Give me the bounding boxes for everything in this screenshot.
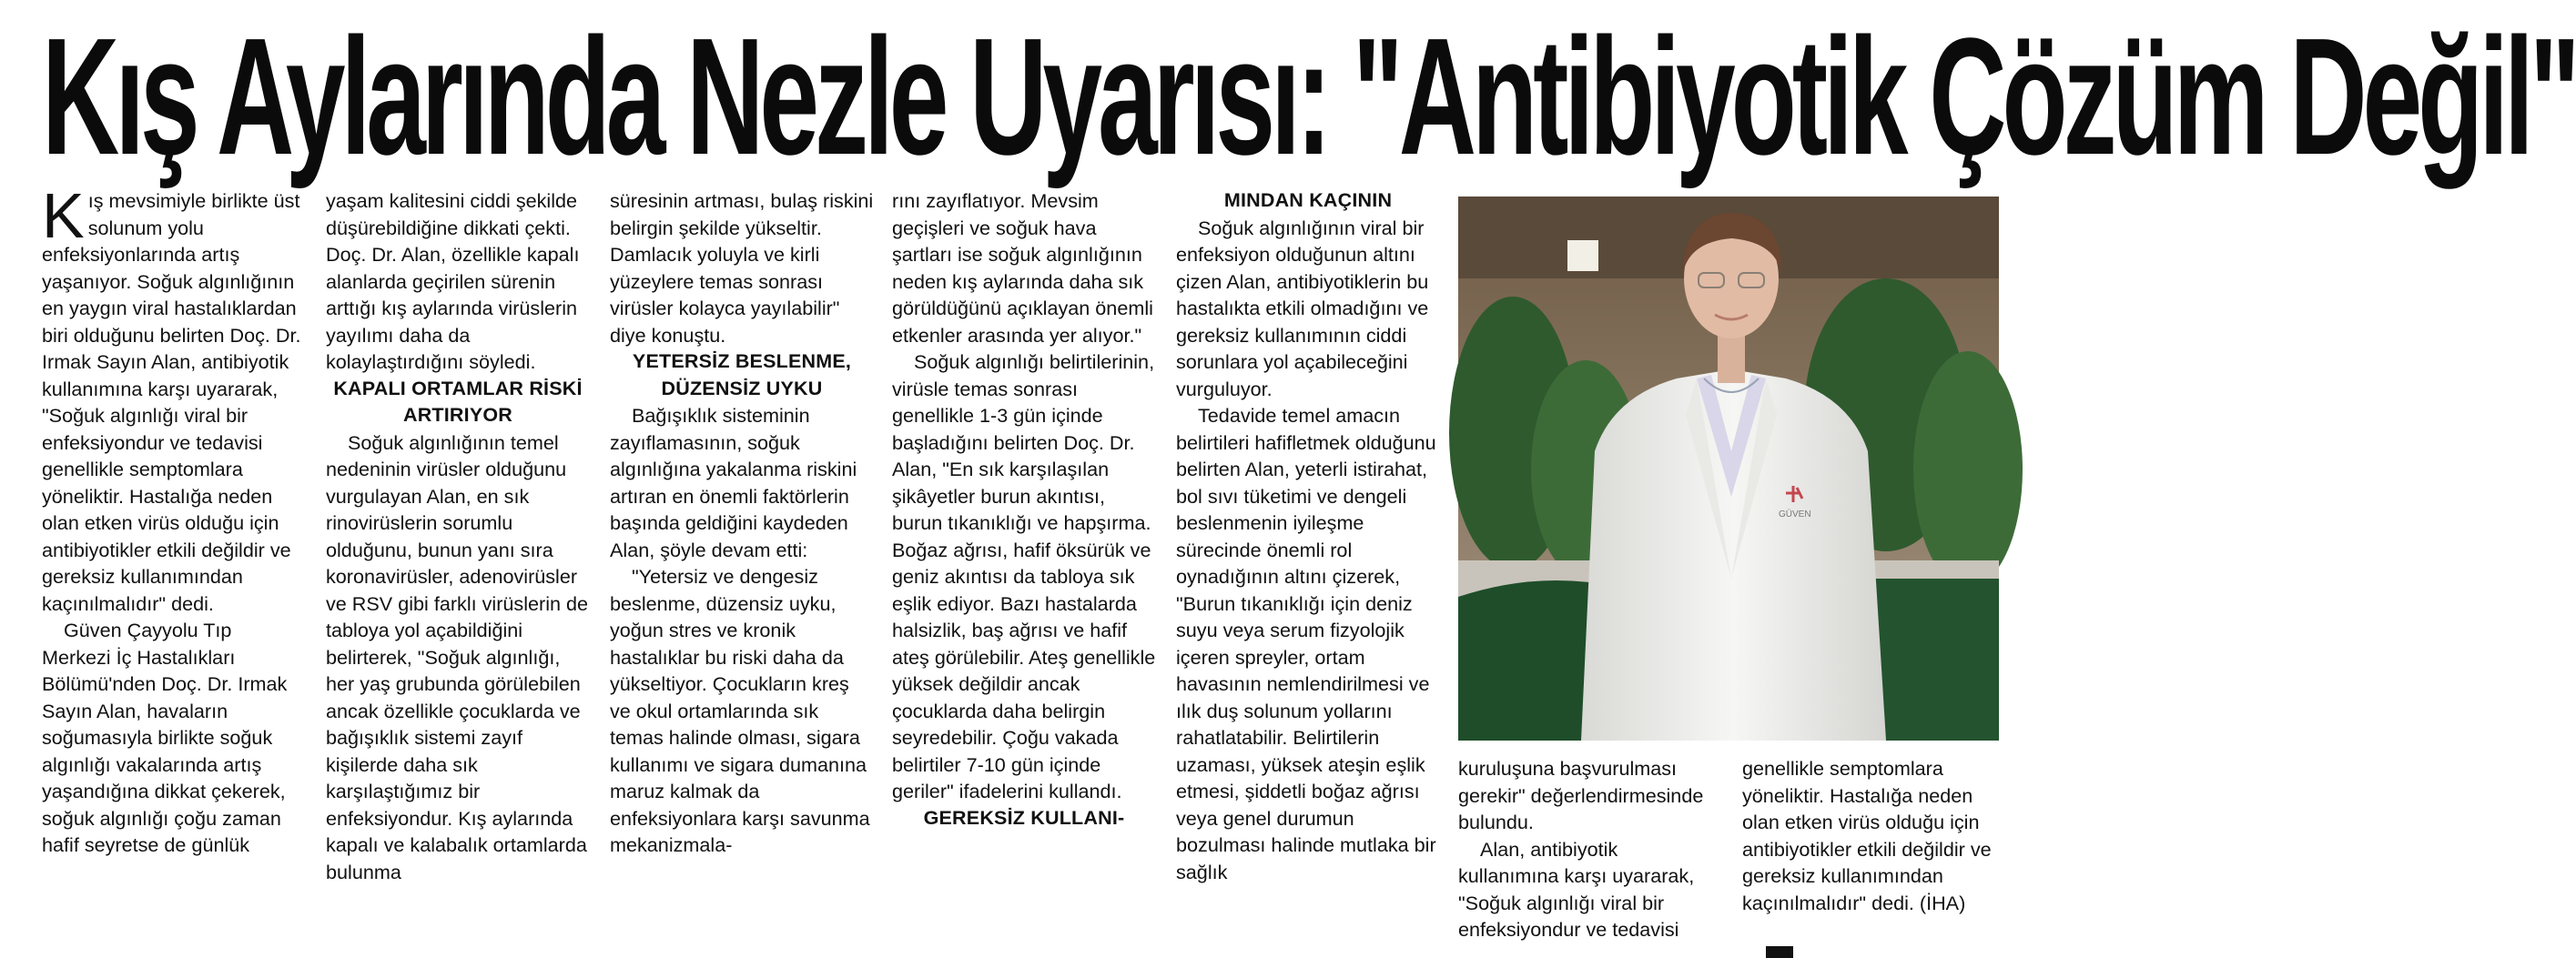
paragraph: süresinin artması, bulaş riskini belirgin şekilde yükseltir. Damlacık yoluyla ve kirli yüzeylere temas sonrası virüsler kolayca yayılabilir" diye konuştu. [610,189,874,347]
drop-cap: K [42,180,85,251]
headline: Kış Aylarında Nezle Uyarısı: "Antibiyotik Çözüm Değil" [42,4,2576,191]
paragraph: Soğuk algınlığı belirtilerinin, virüsle temas sonrası genellikle 1-3 gün içinde başladığını belirten Doç. Dr. Alan, "En sık karşılaşılan şikâyetler burun akıntısı, burun tıkanıklığı ve hapşırma. Boğaz ağrısı, hafif öksürük ve geniz akıntısı da tabloya sık eşlik ediyor. Bazı hastalarda halsizlik, baş ağrısı ve hafif ateş görülebilir. Ateş genellikle yüksek değildir ancak çocuklarda daha belirgin seyredebilir. Çoğu vakada belirtiler 7-10 gün içinde geriler" ifadelerini kullandı. [892,350,1156,802]
lead-paragraph: Kış mevsimiyle birlikte üst solunum yolu enfeksiyonlarında artış yaşanıyor. Soğuk algınlığının en yaygın viral hastalıklardan biri olduğunu belirten Doç. Dr. Irmak Sayın Alan, antibiyotik kullanımına karşı uyararak, "Soğuk algınlığı viral bir enfeksiyondur ve tedavisi genellikle semptomlara yöneliktir. Hastalığa neden olan etken virüs olduğu için antibiyotikler etkili değildir ve gereksiz kullanımından kaçınılmalıdır" dedi. [42,180,301,615]
doctor-photo [1458,197,1999,741]
paragraph: rını zayıflatıyor. Mevsim geçişleri ve soğuk hava şartları ise soğuk algınlığının neden kış aylarında daha sık görüldüğünü açıklayan önemli etkenler arasında yer alıyor." [892,189,1153,347]
paragraph: Tedavide temel amacın belirtileri hafifletmek olduğunu belirten Alan, yeterli istirahat, bol sıvı tüketimi ve dengeli beslenmenin iyileşme sürecinde önemli rol oynadığının altını çizerek, "Burun tıkanıklığı için deniz suyu veya serum fizyolojik içeren spreyler, ortam havasının nemlendirilmesi ve ılık duş solunum yollarını rahatlatabilir. Belirtilerin uzaması, yüksek ateşin eşlik etmesi, şiddetli boğaz ağrısı veya genel durumun bozulması halinde mutlaka bir sağlık [1176,404,1436,883]
article-column-7 [1742,755,2006,958]
subheading: GEREKSİZ KULLANI- [923,806,1125,829]
paragraph: Bağışıklık sisteminin zayıflamasının, soğuk algınlığına yakalanma riskini artıran en önemli faktörlerin başında geldiğini kaydeden Alan, şöyle devam etti: [610,404,857,561]
subheading: MINDAN KAÇININ [1223,189,1393,211]
subheading: KAPALI ORTAMLAR RİSKİ ARTIRIYOR [333,377,583,426]
coat-logo-text: GÜVEN [1779,509,1811,519]
next-article-fragment [1766,946,1793,958]
paragraph: Alan, antibiyotik kullanımına karşı uyararak, "Soğuk algınlığı viral bir enfeksiyondur ve tedavisi [1458,837,1695,941]
paragraph: Soğuk algınlığının temel nedeninin virüsler olduğunu vurgulayan Alan, en sık rinovirüslerin sorumlu olduğunu, bunun yanı sıra koronavirüsler, adenovirüsler ve RSV gibi farklı virüslerin de tabloya yol açabildiğini belirterek, "Soğuk algınlığı, her yaş grubunda görülebilen ancak özellikle çocuklarda ve bağışıklık sistemi zayıf kişilerde daha sık karşılaştığımız bir enfeksiyondur. Kış aylarında kapalı ve kalabalık ortamlarda bulunma [326,430,589,883]
article-column-5 [1176,187,1440,958]
paragraph: genellikle semptomlara yöneliktir. Hastalığa neden olan etken virüs olduğu için antibiyotikler etkili değildir ve gereksiz kullanımından kaçınılmalıdır" dedi. (İHA) [1742,757,1992,914]
article-column-1 [42,180,306,958]
paragraph: Soğuk algınlığının viral bir enfeksiyon olduğunun altını çizen Alan, antibiyotiklerin bu hastalıkta etkili olmadığını ve gereksiz kullanımının ciddi sorunlara yol açabileceğini vurguluyor. [1176,216,1429,400]
paragraph: yaşam kalitesini ciddi şekilde düşürebildiğine dikkati çekti. Doç. Dr. Alan, özellikle kapalı alanlarda geçirilen sürenin arttığı kış aylarında virüslerin yayılımı daha da kolaylaştırdığını söyledi. [326,189,580,373]
article-column-6 [1458,755,1722,958]
paragraph: "Yetersiz ve dengesiz beslenme, düzensiz uyku, yoğun stres ve kronik hastalıklar bu riski daha da yükseltiyor. Çocukların kreş ve okul ortamlarında sık temas halinde olması, sigara kullanımı ve sigara dumanına maruz kalmak da enfeksiyonlara karşı savunma mekanizmala- [610,565,870,856]
paragraph: Güven Çayyolu Tıp Merkezi İç Hastalıkları Bölümü'nden Doç. Dr. Irmak Sayın Alan, havaların soğumasıyla birlikte soğuk algınlığı vakalarında artış yaşandığına dikkat çekerek, soğuk algınlığı çoğu zaman hafif seyretse de günlük [42,619,288,856]
paragraph: kuruluşuna başvurulması gerekir" değerlendirmesinde bulundu. [1458,757,1704,833]
article-column-2 [326,187,590,958]
subheading: YETERSİZ BESLENME, DÜZENSİZ UYKU [632,350,852,399]
article-column-3 [610,187,874,958]
article-column-4 [892,187,1156,958]
